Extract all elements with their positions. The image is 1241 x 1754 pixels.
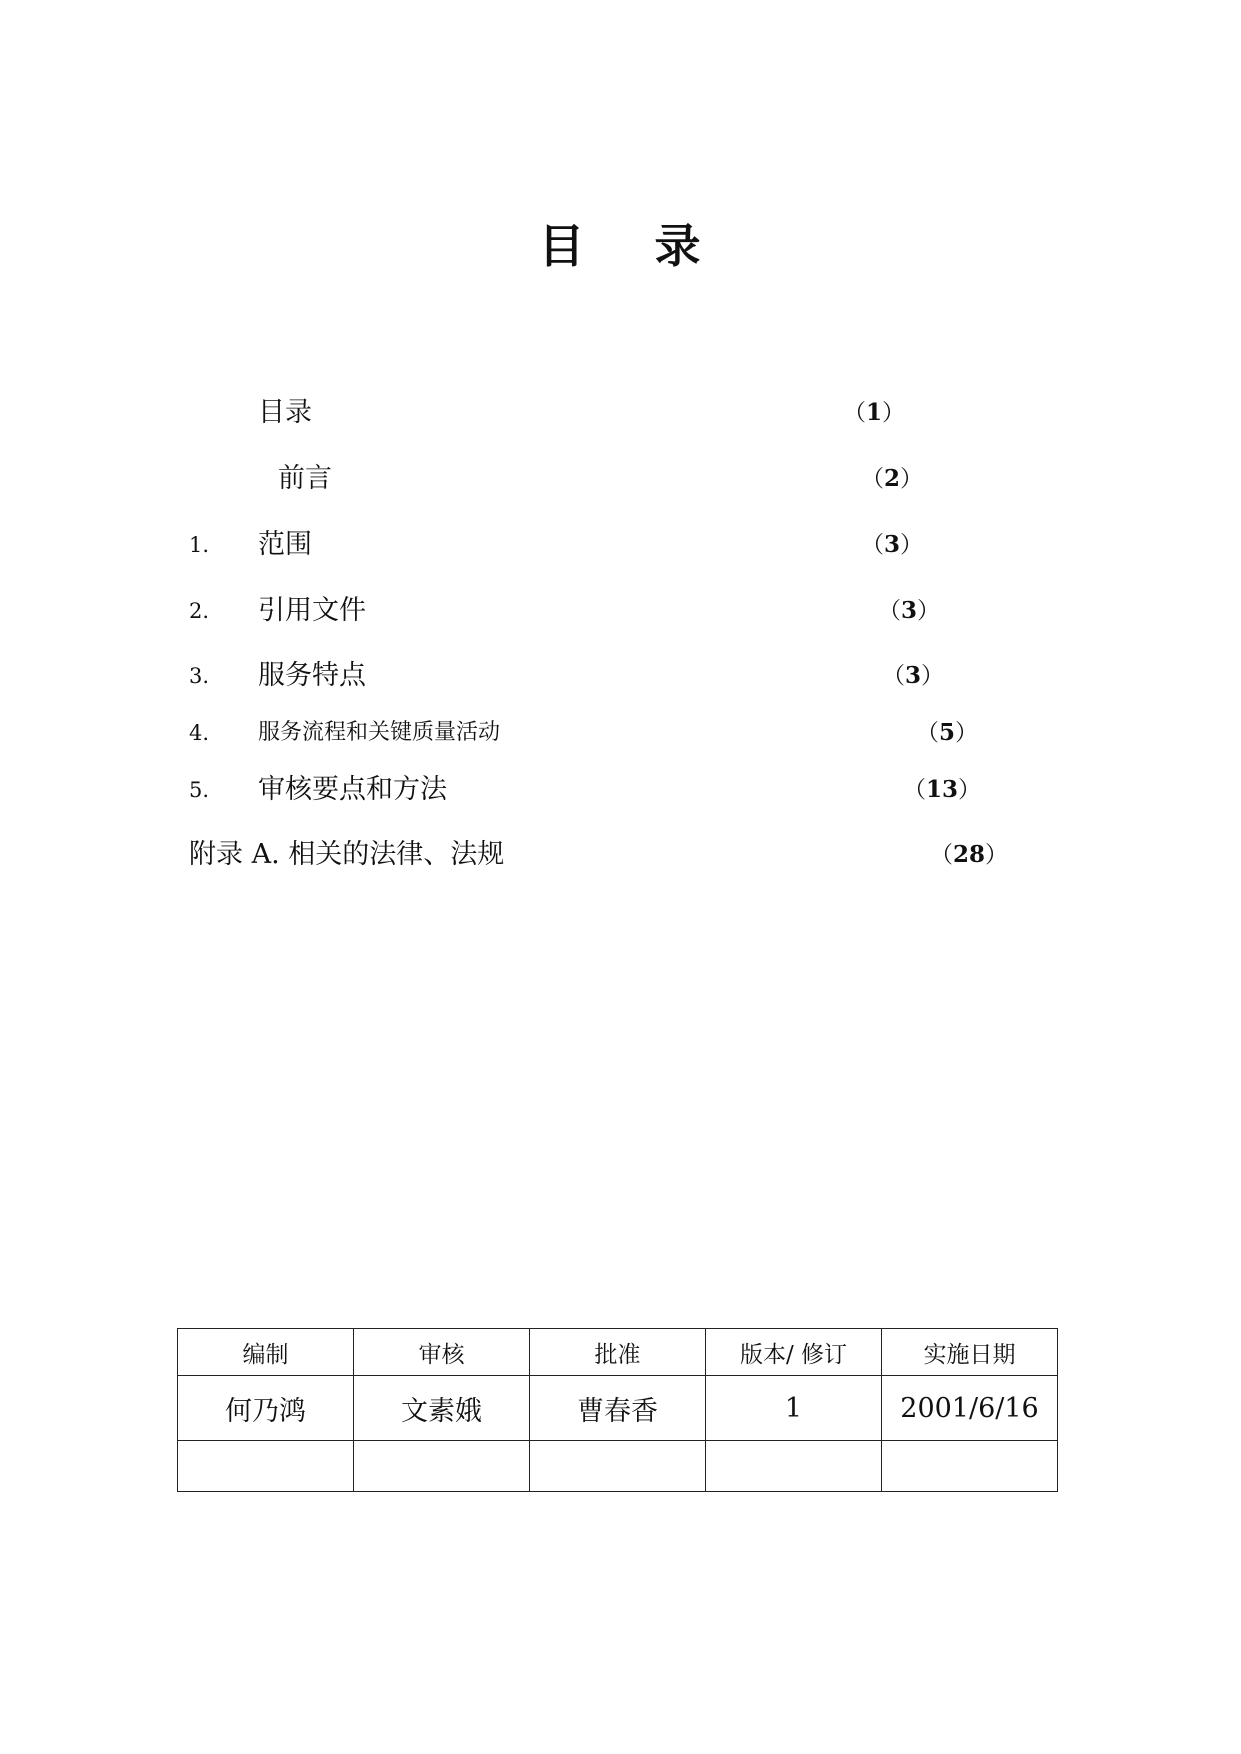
toc-entry-page: （28）	[930, 841, 1009, 868]
value-cell-version: 1	[706, 1376, 882, 1441]
toc-entry-contents[interactable]	[0, 393, 1241, 433]
toc-entry-page: （2）	[861, 465, 924, 492]
header-cell-reviewed-by: 审核	[354, 1329, 530, 1376]
toc-entry-number: 3.	[189, 664, 210, 688]
header-cell-version: 版本/ 修订	[706, 1329, 882, 1376]
value-cell-compiled-by: 何乃鸿	[178, 1376, 354, 1441]
toc-entry-text: 附录 A. 相关的法律、法规	[189, 839, 505, 870]
toc-entry-service-process[interactable]	[0, 713, 1241, 753]
empty-cell	[354, 1441, 530, 1492]
toc-entry-number: 1.	[189, 533, 210, 557]
toc-entry-audit-points[interactable]	[0, 770, 1241, 810]
toc-entry-references[interactable]	[0, 591, 1241, 631]
toc-entry-text: 目录	[258, 397, 312, 428]
toc-entry-text: 范围	[258, 529, 312, 560]
toc-entry-number: 4.	[189, 721, 210, 745]
toc-entry-number: 5.	[189, 778, 210, 802]
approval-table-empty-row	[178, 1441, 1058, 1492]
toc-entry-page: （3）	[882, 662, 945, 689]
toc-entry-preface[interactable]	[0, 459, 1241, 499]
toc-entry-text: 服务流程和关键质量活动	[258, 720, 501, 745]
toc-entry-page: （3）	[878, 597, 941, 624]
approval-table-header-row	[178, 1329, 1058, 1376]
toc-entry-text: 审核要点和方法	[258, 774, 447, 805]
empty-cell	[882, 1441, 1058, 1492]
toc-entry-number: 2.	[189, 599, 210, 623]
approval-table	[177, 1328, 1058, 1492]
empty-cell	[178, 1441, 354, 1492]
value-cell-effective-date: 2001/6/16	[882, 1376, 1058, 1441]
page-title-part1: 目	[538, 219, 587, 273]
toc-entry-page: （5）	[916, 719, 979, 746]
header-cell-effective-date: 实施日期	[882, 1329, 1058, 1376]
value-cell-reviewed-by: 文素娥	[354, 1376, 530, 1441]
toc-entry-service-features[interactable]	[0, 656, 1241, 696]
page-title	[0, 218, 1241, 274]
toc-entry-page: （3）	[861, 531, 924, 558]
toc-entry-text: 服务特点	[258, 660, 366, 691]
header-cell-approved-by: 批准	[530, 1329, 706, 1376]
page-title-part2: 录	[654, 219, 703, 273]
toc-entry-page: （13）	[903, 776, 982, 803]
toc-entry-text: 前言	[278, 463, 332, 494]
header-cell-compiled-by: 编制	[178, 1329, 354, 1376]
empty-cell	[706, 1441, 882, 1492]
approval-table-value-row	[178, 1376, 1058, 1441]
toc-entry-scope[interactable]	[0, 525, 1241, 565]
toc-entry-appendix-a[interactable]	[0, 835, 1241, 875]
toc-entry-page: （1）	[843, 399, 906, 426]
toc-entry-text: 引用文件	[258, 595, 366, 626]
value-cell-approved-by: 曹春香	[530, 1376, 706, 1441]
empty-cell	[530, 1441, 706, 1492]
